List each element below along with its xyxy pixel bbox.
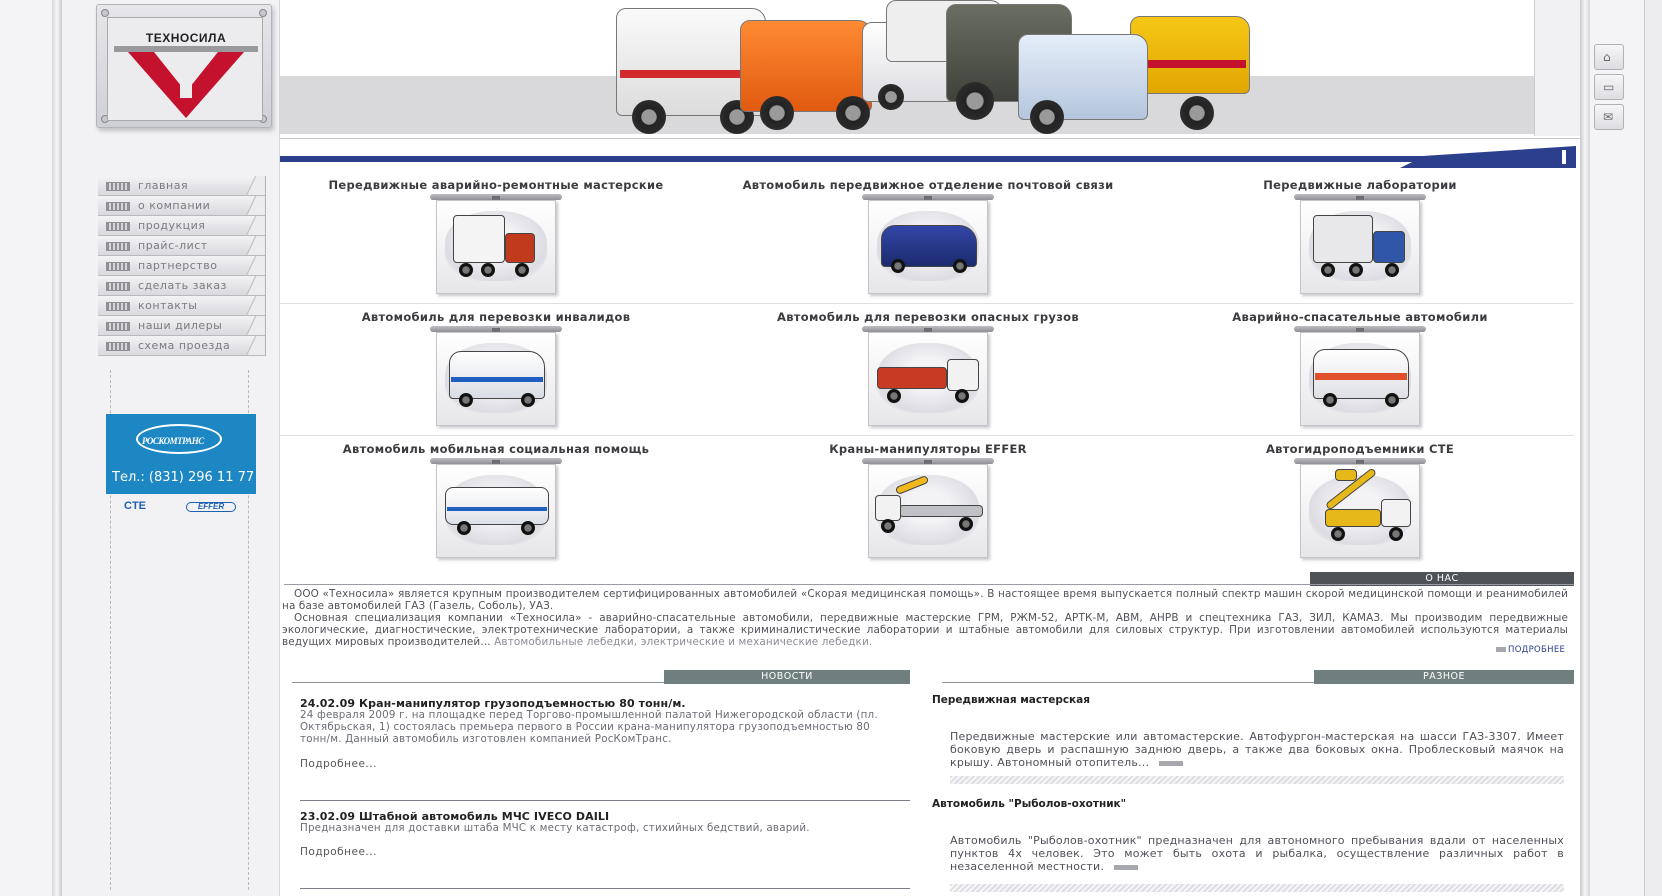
category-title: Автомобиль передвижное отделение почтовой связи xyxy=(742,178,1114,192)
menu-item-slant xyxy=(237,296,265,315)
logo-plate xyxy=(107,17,263,121)
grip-icon xyxy=(106,302,130,311)
wheel-icon xyxy=(881,519,895,533)
news-item-body: 24 февраля 2009 г. на площадке перед Торгово-промышленной палатой Нижегородской области (пл. Октябрьская, 1) состоялась премьера первого в России крана-манипулятора грузоподъемностью 80 тонн/м. Данный автомобиль изготовлен компанией РосКомТранс. xyxy=(300,709,878,745)
category-effer-cranes[interactable] xyxy=(712,436,1144,568)
grip-icon xyxy=(106,342,130,351)
misc-item-title[interactable]: Автомобиль "Рыболов-охотник" xyxy=(932,798,1127,810)
menu-item-label: о компании xyxy=(138,199,211,212)
mail-icon: ✉ xyxy=(1603,110,1614,124)
about-paragraph-tail: Автомобильные лебедки, электрические и механические лебедки. xyxy=(490,636,873,648)
category-title: Автомобиль мобильная социальная помощь xyxy=(342,442,650,456)
news-item-title[interactable]: 23.02.09 Штабной автомобиль МЧС IVECO DAILI xyxy=(300,810,610,823)
menu-item-label: партнерство xyxy=(138,259,218,272)
wheel-icon xyxy=(521,393,535,407)
mail-button[interactable] xyxy=(1594,104,1624,130)
menu-item-slant xyxy=(237,196,265,215)
truck-body xyxy=(1325,509,1381,527)
news-more-link[interactable]: Подробнее... xyxy=(300,846,377,858)
partner-phone: Тел.: (831) 296 11 77 xyxy=(112,470,255,485)
wheel-icon xyxy=(1323,393,1337,407)
wheel-icon xyxy=(878,84,904,110)
main-menu xyxy=(98,176,266,356)
bus-body xyxy=(445,487,549,525)
partner-banner[interactable] xyxy=(106,414,256,494)
main-content xyxy=(280,0,1580,896)
wheel-icon xyxy=(459,393,473,407)
truck-body xyxy=(453,215,505,263)
about-section-tab: О НАС xyxy=(1310,572,1574,586)
menu-item-about[interactable] xyxy=(98,196,266,216)
category-social-aid[interactable] xyxy=(280,436,712,568)
menu-item-products[interactable] xyxy=(98,216,266,236)
wheel-icon xyxy=(887,389,901,403)
wheel-icon xyxy=(515,263,529,277)
header-banner xyxy=(280,0,1580,136)
grip-icon xyxy=(106,242,130,251)
grip-icon xyxy=(106,182,130,191)
truck-cab xyxy=(505,233,535,263)
lift-basket xyxy=(1335,469,1357,481)
news-section-tab: НОВОСТИ xyxy=(664,670,910,684)
category-rescue-vehicles[interactable] xyxy=(1144,304,1576,436)
category-title: Автомобиль для перевозки инвалидов xyxy=(361,310,631,324)
category-hazmat-transport[interactable] xyxy=(712,304,1144,436)
social-bus-icon[interactable] xyxy=(436,464,556,558)
wheel-icon xyxy=(521,521,535,535)
category-title: Автогидроподъемники CTE xyxy=(1265,442,1455,456)
truck-bed xyxy=(899,505,983,517)
category-disabled-transport[interactable] xyxy=(280,304,712,436)
about-text xyxy=(282,588,1568,648)
misc-separator xyxy=(950,776,1564,784)
truck-body xyxy=(1313,215,1373,263)
rescue-van-icon[interactable] xyxy=(1300,332,1420,426)
category-row xyxy=(280,172,1574,304)
menu-item-slant xyxy=(237,216,265,235)
category-title: Передвижные лаборатории xyxy=(1263,178,1457,192)
effer-logo[interactable]: EFFER xyxy=(186,502,236,512)
truck-cab xyxy=(1381,499,1411,527)
grip-icon xyxy=(106,322,130,331)
misc-item-body xyxy=(950,834,1564,873)
category-title: Автомобиль для перевозки опасных грузов xyxy=(777,310,1079,324)
misc-item-text: Автомобиль "Рыболов-охотник" предназначен для автономного пребывания вдали от населенных пунктов 4х человек. Это может быть охота и рыбалка, осуществление различных работ в незаселенной местности. xyxy=(950,834,1564,873)
wheel-icon xyxy=(1385,393,1399,407)
wheel-icon xyxy=(1385,263,1399,277)
disabled-transport-van-icon[interactable] xyxy=(436,332,556,426)
page-frame-left-rail xyxy=(52,0,62,896)
menu-item-label: схема проезда xyxy=(138,339,231,352)
home-button[interactable] xyxy=(1594,44,1624,70)
menu-item-label: главная xyxy=(138,179,189,192)
about-paragraph-text: Основная специализация компании «Техносила» - аварийно-спасательные автомобили, передвижные мастерские ГРМ, РЖМ-52, АРТК-М, АВМ, АНРВ и спецтехника ГАЗ, ЗИЛ, КАМАЗ. Мы производим передвижные экологические, диагностические, электротехнические лаборатории, а также криминалистические лаборатории и штабные автомобили для силовых структур. При изготовлении автомобилей используются материалы ведущих мировых производителей... xyxy=(282,612,1568,648)
category-title: Краны-манипуляторы EFFER xyxy=(829,442,1027,456)
workshop-truck-icon[interactable] xyxy=(436,200,556,294)
menu-item-slant xyxy=(237,276,265,295)
truck-cab xyxy=(875,495,901,521)
truck-bed xyxy=(877,367,947,389)
header-side-strip xyxy=(1534,0,1580,136)
bolt-icon xyxy=(259,9,267,17)
menu-item-slant xyxy=(237,336,265,355)
accent-tab xyxy=(1400,146,1576,168)
lab-truck-icon[interactable] xyxy=(1300,200,1420,294)
misc-more-link[interactable] xyxy=(1159,761,1183,766)
wheel-icon xyxy=(1321,263,1335,277)
news-item-body: Предназначен для доставки штаба МЧС к месту катастроф, стихийных бедствий, аварий. xyxy=(300,822,810,834)
news-item-title[interactable]: 24.02.09 Кран-манипулятор грузоподъемностью 80 тонн/м. xyxy=(300,697,686,710)
header-vehicles-image xyxy=(616,0,1250,134)
category-mobile-labs[interactable] xyxy=(1144,172,1576,304)
menu-item-order[interactable] xyxy=(98,276,266,296)
folder-icon: ▭ xyxy=(1603,80,1615,94)
category-mobile-workshops[interactable] xyxy=(280,172,712,304)
page-frame-right-strip xyxy=(1644,0,1662,896)
partner-logo-text: РОСКОМТРАНС xyxy=(142,436,204,446)
menu-item-slant xyxy=(237,256,265,275)
misc-item-title[interactable]: Передвижная мастерская xyxy=(932,694,1091,706)
van-stripe xyxy=(451,377,543,382)
menu-item-home[interactable] xyxy=(98,176,266,196)
category-row xyxy=(280,304,1574,436)
wheel-icon xyxy=(1030,100,1064,134)
logo-stem xyxy=(180,54,192,98)
hazmat-truck-icon[interactable] xyxy=(868,332,988,426)
wheel-icon xyxy=(1180,96,1214,130)
grip-icon xyxy=(106,222,130,231)
site-logo[interactable] xyxy=(96,4,272,128)
grip-icon xyxy=(106,262,130,271)
grip-icon xyxy=(106,282,130,291)
category-row xyxy=(280,436,1574,568)
van-body xyxy=(449,351,545,399)
accent-line xyxy=(280,156,1560,162)
category-title: Передвижные аварийно-ремонтные мастерские xyxy=(328,178,664,192)
menu-item-pricelist[interactable] xyxy=(98,236,266,256)
header-divider xyxy=(280,138,1580,139)
misc-more-link[interactable] xyxy=(1114,865,1138,870)
bolt-icon xyxy=(101,9,109,17)
wheel-icon xyxy=(959,517,973,531)
emergency-truck-stripe xyxy=(1136,60,1246,68)
wheel-icon xyxy=(1389,527,1403,541)
menu-item-label: продукция xyxy=(138,219,206,232)
wheel-icon xyxy=(459,263,473,277)
misc-item-text: Передвижные мастерские или автомастерские. Автофургон-мастерская на шасси ГАЗ-3307. Имеет боковую дверь и распашную заднюю дверь, а также два боковых окна. Проблесковый маячок на крышу. Автономный отопитель... xyxy=(950,730,1564,769)
menu-item-slant xyxy=(237,316,265,335)
menu-item-label: прайс-лист xyxy=(138,239,208,252)
category-cte-lifts[interactable] xyxy=(1144,436,1576,568)
menu-item-partnership[interactable] xyxy=(98,256,266,276)
accent-tab-mark xyxy=(1562,150,1566,164)
page-frame-left xyxy=(0,0,56,896)
wheel-icon xyxy=(1331,527,1345,541)
wheel-icon xyxy=(891,259,905,273)
news-separator xyxy=(300,800,910,801)
menu-item-directions[interactable] xyxy=(98,336,266,356)
wheel-icon xyxy=(953,259,967,273)
van-stripe xyxy=(1315,373,1407,380)
grip-icon xyxy=(106,202,130,211)
wheel-icon xyxy=(956,82,994,120)
emergency-truck-icon xyxy=(1130,16,1250,94)
category-postal-van[interactable] xyxy=(712,172,1144,304)
truck-cab xyxy=(1373,231,1405,263)
home-icon: ⌂ xyxy=(1603,50,1611,64)
menu-item-label: контакты xyxy=(138,299,198,312)
left-column xyxy=(62,0,280,896)
page-frame-right-rail xyxy=(1580,0,1590,896)
menu-item-slant xyxy=(237,176,265,195)
misc-section-tab: РАЗНОЕ xyxy=(1314,670,1574,684)
cte-logo[interactable]: CTE xyxy=(124,500,146,512)
menu-item-contacts[interactable] xyxy=(98,296,266,316)
menu-item-slant xyxy=(237,236,265,255)
wheel-icon xyxy=(457,521,471,535)
wheel-icon xyxy=(632,100,666,134)
postal-van-icon[interactable] xyxy=(868,200,988,294)
about-paragraph xyxy=(282,612,1568,648)
wheel-icon xyxy=(955,389,969,403)
about-paragraph-text: ООО «Техносила» является крупным производителем сертифицированных автомобилей «Скорая медицинская помощь». В настоящее время выпускается полный спектр машин скорой медицинской помощи и реанимобилей на базе автомобилей ГАЗ (Газель, Соболь), УАЗ. xyxy=(282,588,1568,612)
about-more-link[interactable]: ПОДРОБНЕЕ xyxy=(1496,645,1565,655)
wheel-icon xyxy=(760,96,794,130)
menu-item-dealers[interactable] xyxy=(98,316,266,336)
logo-title: ТЕХНОСИЛА xyxy=(145,31,227,45)
news-separator xyxy=(300,888,910,889)
menu-item-label: наши дилеры xyxy=(138,319,223,332)
wheel-icon xyxy=(481,263,495,277)
misc-separator xyxy=(950,884,1564,892)
ambulance-stripe xyxy=(620,70,760,78)
bus-stripe xyxy=(447,507,547,511)
about-divider xyxy=(284,584,1574,585)
news-more-link[interactable]: Подробнее... xyxy=(300,758,377,770)
truck-cab xyxy=(947,359,979,391)
misc-item-body xyxy=(950,730,1564,769)
about-paragraph xyxy=(282,588,1568,612)
sitemap-button[interactable] xyxy=(1594,74,1624,100)
wheel-icon xyxy=(1349,263,1363,277)
product-categories xyxy=(280,172,1574,568)
aerial-platform-icon[interactable] xyxy=(1300,464,1420,558)
menu-item-label: сделать заказ xyxy=(138,279,227,292)
crane-truck-icon[interactable] xyxy=(868,464,988,558)
category-title: Аварийно-спасательные автомобили xyxy=(1232,310,1488,324)
